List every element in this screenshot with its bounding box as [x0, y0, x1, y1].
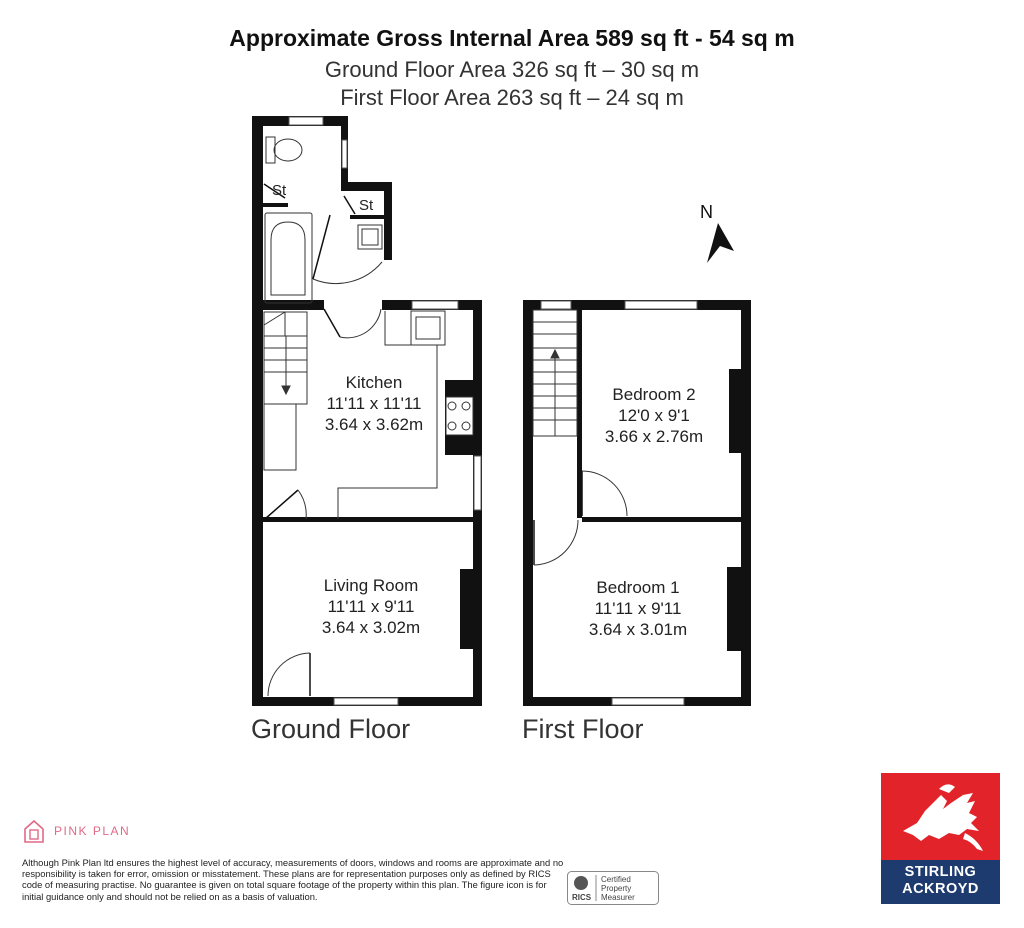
room-bedroom-2 [584, 384, 724, 447]
wall [460, 569, 473, 649]
door [313, 215, 330, 279]
wall [741, 300, 751, 706]
door [265, 490, 298, 519]
window [541, 301, 571, 309]
svg-text:RICS: RICS [572, 893, 592, 902]
room-imperial: 11'11 x 9'11 [327, 597, 415, 616]
window [289, 117, 323, 125]
disclaimer-text: Although Pink Plan ltd ensures the highest level of accuracy, measurements of doors, windows and rooms are approximate and no responsibility is taken for error, omission or misstatement. These plans are for representation purposes only as defined by RICS code of measuring practise. No guarantee is given on total square footage of the property within this plan. The figure icon is for initial guidance only and should not be relied on as a basis of valuation. [22, 857, 564, 902]
store-label: St [359, 197, 374, 214]
griffin-icon [881, 773, 1000, 860]
room-living [296, 575, 446, 638]
toilet-bowl [274, 139, 302, 161]
wall [523, 300, 533, 706]
door [324, 309, 340, 337]
window [412, 301, 458, 309]
room-name: Bedroom 1 [596, 578, 680, 597]
wall [350, 215, 384, 219]
pink-plan-house-icon [22, 818, 46, 844]
room-name: Bedroom 2 [612, 385, 696, 404]
window [334, 698, 398, 705]
stirling-ackroyd-logo [881, 773, 1000, 904]
room-metric: 3.64 x 3.02m [321, 618, 421, 637]
wall [582, 517, 741, 522]
griffin-emblem [881, 773, 1000, 860]
svg-text:Property: Property [601, 884, 632, 893]
wall [263, 517, 473, 522]
bath-basin [271, 222, 305, 295]
room-imperial: 11'11 x 11'11 [326, 394, 422, 413]
svg-text:Certified: Certified [601, 875, 631, 884]
pink-plan-brand: PINK PLAN [54, 824, 131, 838]
room-imperial: 11'11 x 9'11 [594, 599, 682, 618]
pink-plan-logo [22, 818, 130, 844]
wall [252, 116, 263, 706]
wall [384, 182, 392, 260]
ground-floor-label: Ground Floor [251, 714, 411, 744]
wall [729, 369, 741, 453]
first-floor-label: First Floor [522, 714, 644, 744]
store-label: St [272, 182, 287, 199]
room-name: Living Room [323, 576, 419, 595]
room-metric: 3.64 x 3.01m [588, 620, 688, 639]
room-metric: 3.64 x 3.62m [324, 415, 424, 434]
plan-title: Approximate Gross Internal Area 589 sq ft - 54 sq m [229, 25, 795, 51]
first-floor-area: First Floor Area 263 sq ft – 24 sq m [340, 85, 684, 110]
stirling-ackroyd-wordmark: STIRLING ACKROYD [881, 860, 1000, 904]
wall [262, 300, 324, 310]
north-arrow-icon [707, 223, 734, 263]
wall [727, 567, 741, 651]
room-bedroom-1 [568, 577, 708, 640]
window [612, 698, 684, 705]
door [344, 196, 355, 214]
window [474, 456, 481, 510]
room-kitchen [300, 372, 448, 435]
room-imperial: 12'0 x 9'1 [618, 406, 690, 425]
compass-label: N [700, 202, 713, 222]
room-metric: 3.66 x 2.76m [604, 427, 704, 446]
svg-text:Measurer: Measurer [601, 893, 635, 902]
room-name: Kitchen [345, 373, 403, 392]
window [625, 301, 697, 309]
ground-floor-area: Ground Floor Area 326 sq ft – 30 sq m [324, 57, 700, 82]
wall [263, 203, 288, 207]
rics-badge [567, 871, 659, 905]
window [342, 140, 347, 168]
